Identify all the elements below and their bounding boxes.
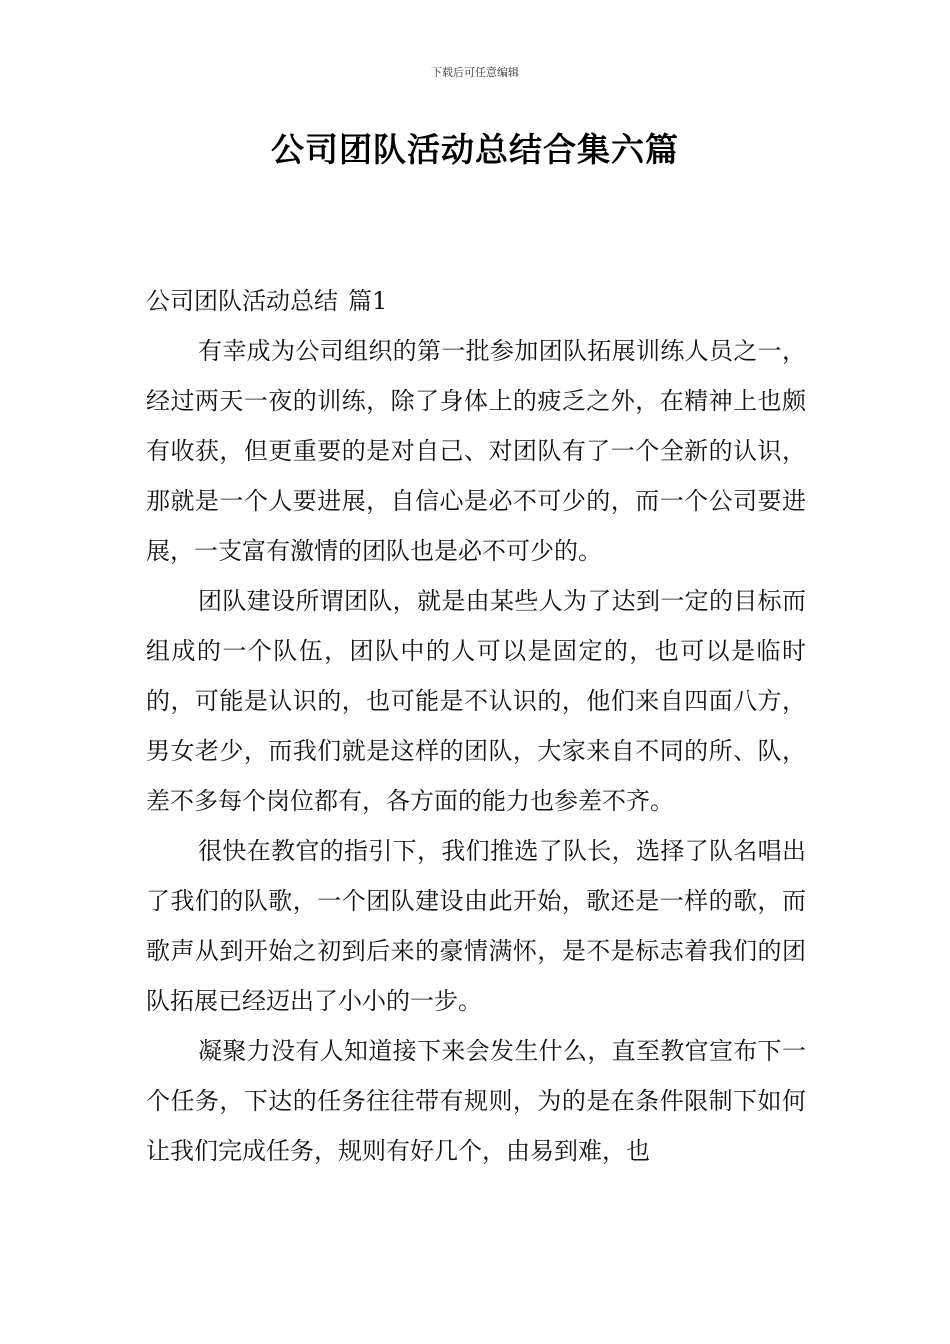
section-number: 篇1 — [348, 287, 388, 315]
header-note: 下载后可任意编辑 — [431, 66, 519, 79]
section-heading-text: 公司团队活动总结 — [146, 287, 338, 315]
document-title: 公司团队活动总结合集六篇 — [271, 130, 679, 169]
paragraph-4: 凝聚力没有人知道接下来会发生什么，直至教官宣布下一个任务，下达的任务往往带有规则，为的是在条件限制下如何让我们完成任务，规则有好几个，由易到难，也 — [146, 1037, 806, 1165]
section-heading — [146, 276, 806, 326]
paragraph-2: 团队建设所谓团队，就是由某些人为了达到一定的目标而组成的一个队伍，团队中的人可以是固定的，也可以是临时的，可能是认识的，也可能是不认识的，他们来自四面八方，男女老少，而我们就是这样的团队，大家来自不同的所、队，差不多每个岗位都有，各方面的能力也参差不齐。 — [146, 587, 806, 815]
paragraph-1: 有幸成为公司组织的第一批参加团队拓展训练人员之一，经过两天一夜的训练，除了身体上的疲乏之外，在精神上也颇有收获，但更重要的是对自己、对团队有了一个全新的认识，那就是一个人要进展，自信心是必不可少的，而一个公司要进展，一支富有激情的团队也是必不可少的。 — [146, 337, 806, 565]
paragraph-3: 很快在教官的指引下，我们推选了队长，选择了队名唱出了我们的队歌，一个团队建设由此开始，歌还是一样的歌，而歌声从到开始之初到后来的豪情满怀，是不是标志着我们的团队拓展已经迈出了小小的一步。 — [146, 837, 806, 1015]
document-body — [146, 276, 806, 1176]
